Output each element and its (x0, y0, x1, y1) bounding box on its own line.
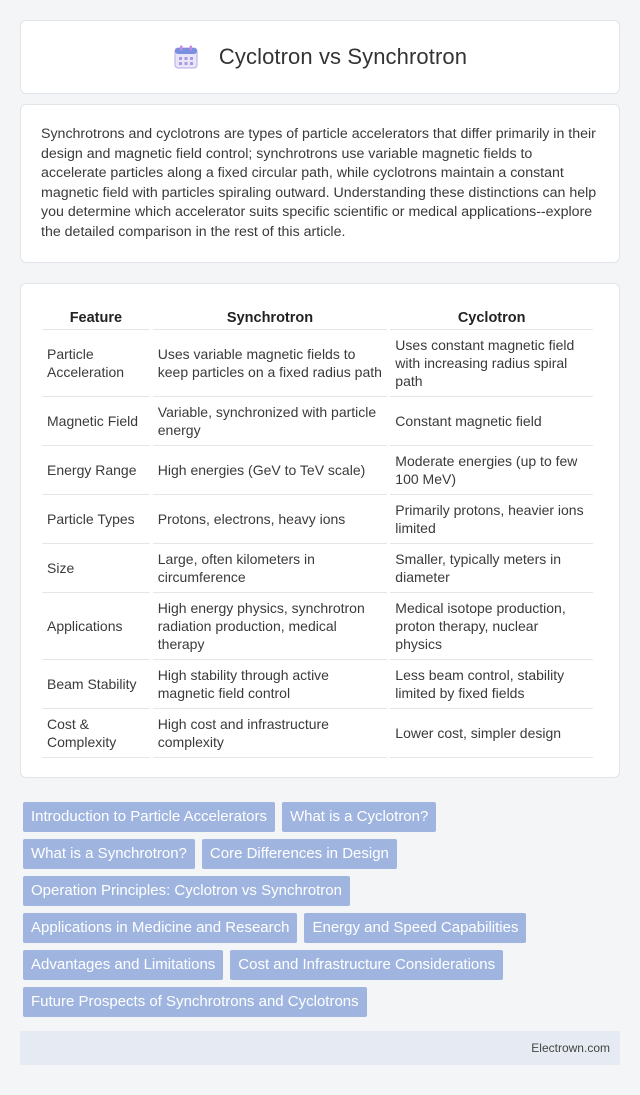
table-cell-feature: Particle Types (42, 495, 150, 544)
tag-row (23, 802, 623, 832)
table-cell-feature: Cost & Complexity (42, 709, 150, 758)
table-cell-synchrotron: Uses variable magnetic fields to keep particles on a fixed radius path (153, 330, 388, 397)
tag-row (23, 950, 623, 980)
header-feature: Feature (42, 302, 150, 330)
table-cell-feature: Applications (42, 593, 150, 660)
table-row (42, 446, 593, 495)
table-row (42, 330, 593, 397)
table-cell-synchrotron: Variable, synchronized with particle energy (153, 397, 388, 446)
table-cell-cyclotron: Primarily protons, heavier ions limited (390, 495, 593, 544)
comparison-table-card (20, 283, 620, 778)
table-row (42, 397, 593, 446)
table-row (42, 544, 593, 593)
link-energy-and-speed-capabilities[interactable]: Energy and Speed Capabilities (304, 913, 526, 943)
topic-links (23, 802, 623, 1024)
link-introduction-to-particle-accelerators[interactable]: Introduction to Particle Accelerators (23, 802, 275, 832)
link-advantages-and-limitations[interactable]: Advantages and Limitations (23, 950, 223, 980)
link-operation-principles[interactable]: Operation Principles: Cyclotron vs Synchrotron (23, 876, 350, 906)
intro-card (20, 104, 620, 263)
link-future-prospects[interactable]: Future Prospects of Synchrotrons and Cyclotrons (23, 987, 367, 1017)
table-cell-synchrotron: High energy physics, synchrotron radiation production, medical therapy (153, 593, 388, 660)
footer-brand[interactable]: Electrown.com (531, 1041, 610, 1055)
table-cell-cyclotron: Less beam control, stability limited by fixed fields (390, 660, 593, 709)
table-cell-synchrotron: High stability through active magnetic field control (153, 660, 388, 709)
comparison-table (39, 302, 596, 758)
table-row (42, 495, 593, 544)
table-cell-synchrotron: High cost and infrastructure complexity (153, 709, 388, 758)
link-what-is-a-cyclotron[interactable]: What is a Cyclotron? (282, 802, 436, 832)
table-row (42, 709, 593, 758)
link-applications-in-medicine-and-research[interactable]: Applications in Medicine and Research (23, 913, 297, 943)
intro-paragraph: Synchrotrons and cyclotrons are types of particle accelerators that differ primarily in their design and magnetic field control; synchrotrons use variable magnetic fields to accelerate particles along a fixed circular path, while cyclotrons maintain a constant magnetic field with particles spiraling outward. Understanding these distinctions can help you determine which accelerator suits specific scientific or medical applications--explore the detailed comparison in the rest of this article. (41, 126, 597, 240)
table-cell-feature: Beam Stability (42, 660, 150, 709)
tag-row (23, 913, 623, 943)
calendar-icon (173, 44, 199, 70)
table-cell-synchrotron: High energies (GeV to TeV scale) (153, 446, 388, 495)
table-cell-synchrotron: Large, often kilometers in circumference (153, 544, 388, 593)
tag-row (23, 987, 623, 1017)
tag-row (23, 839, 623, 869)
table-cell-feature: Magnetic Field (42, 397, 150, 446)
title-card (20, 20, 620, 94)
header-cyclotron: Cyclotron (390, 302, 593, 330)
link-cost-and-infrastructure[interactable]: Cost and Infrastructure Considerations (230, 950, 503, 980)
table-cell-cyclotron: Lower cost, simpler design (390, 709, 593, 758)
table-cell-feature: Particle Acceleration (42, 330, 150, 397)
table-header-row (42, 302, 593, 330)
table-cell-feature: Size (42, 544, 150, 593)
table-cell-cyclotron: Uses constant magnetic field with increasing radius spiral path (390, 330, 593, 397)
table-row (42, 660, 593, 709)
page-title: Cyclotron vs Synchrotron (218, 44, 468, 69)
table-cell-cyclotron: Constant magnetic field (390, 397, 593, 446)
table-cell-synchrotron: Protons, electrons, heavy ions (153, 495, 388, 544)
header-synchrotron: Synchrotron (153, 302, 388, 330)
tag-row (23, 876, 623, 906)
table-cell-cyclotron: Medical isotope production, proton therapy, nuclear physics (390, 593, 593, 660)
footer (20, 1031, 620, 1065)
link-what-is-a-synchrotron[interactable]: What is a Synchrotron? (23, 839, 195, 869)
table-row (42, 593, 593, 660)
link-core-differences-in-design[interactable]: Core Differences in Design (202, 839, 397, 869)
table-cell-feature: Energy Range (42, 446, 150, 495)
table-cell-cyclotron: Smaller, typically meters in diameter (390, 544, 593, 593)
table-cell-cyclotron: Moderate energies (up to few 100 MeV) (390, 446, 593, 495)
